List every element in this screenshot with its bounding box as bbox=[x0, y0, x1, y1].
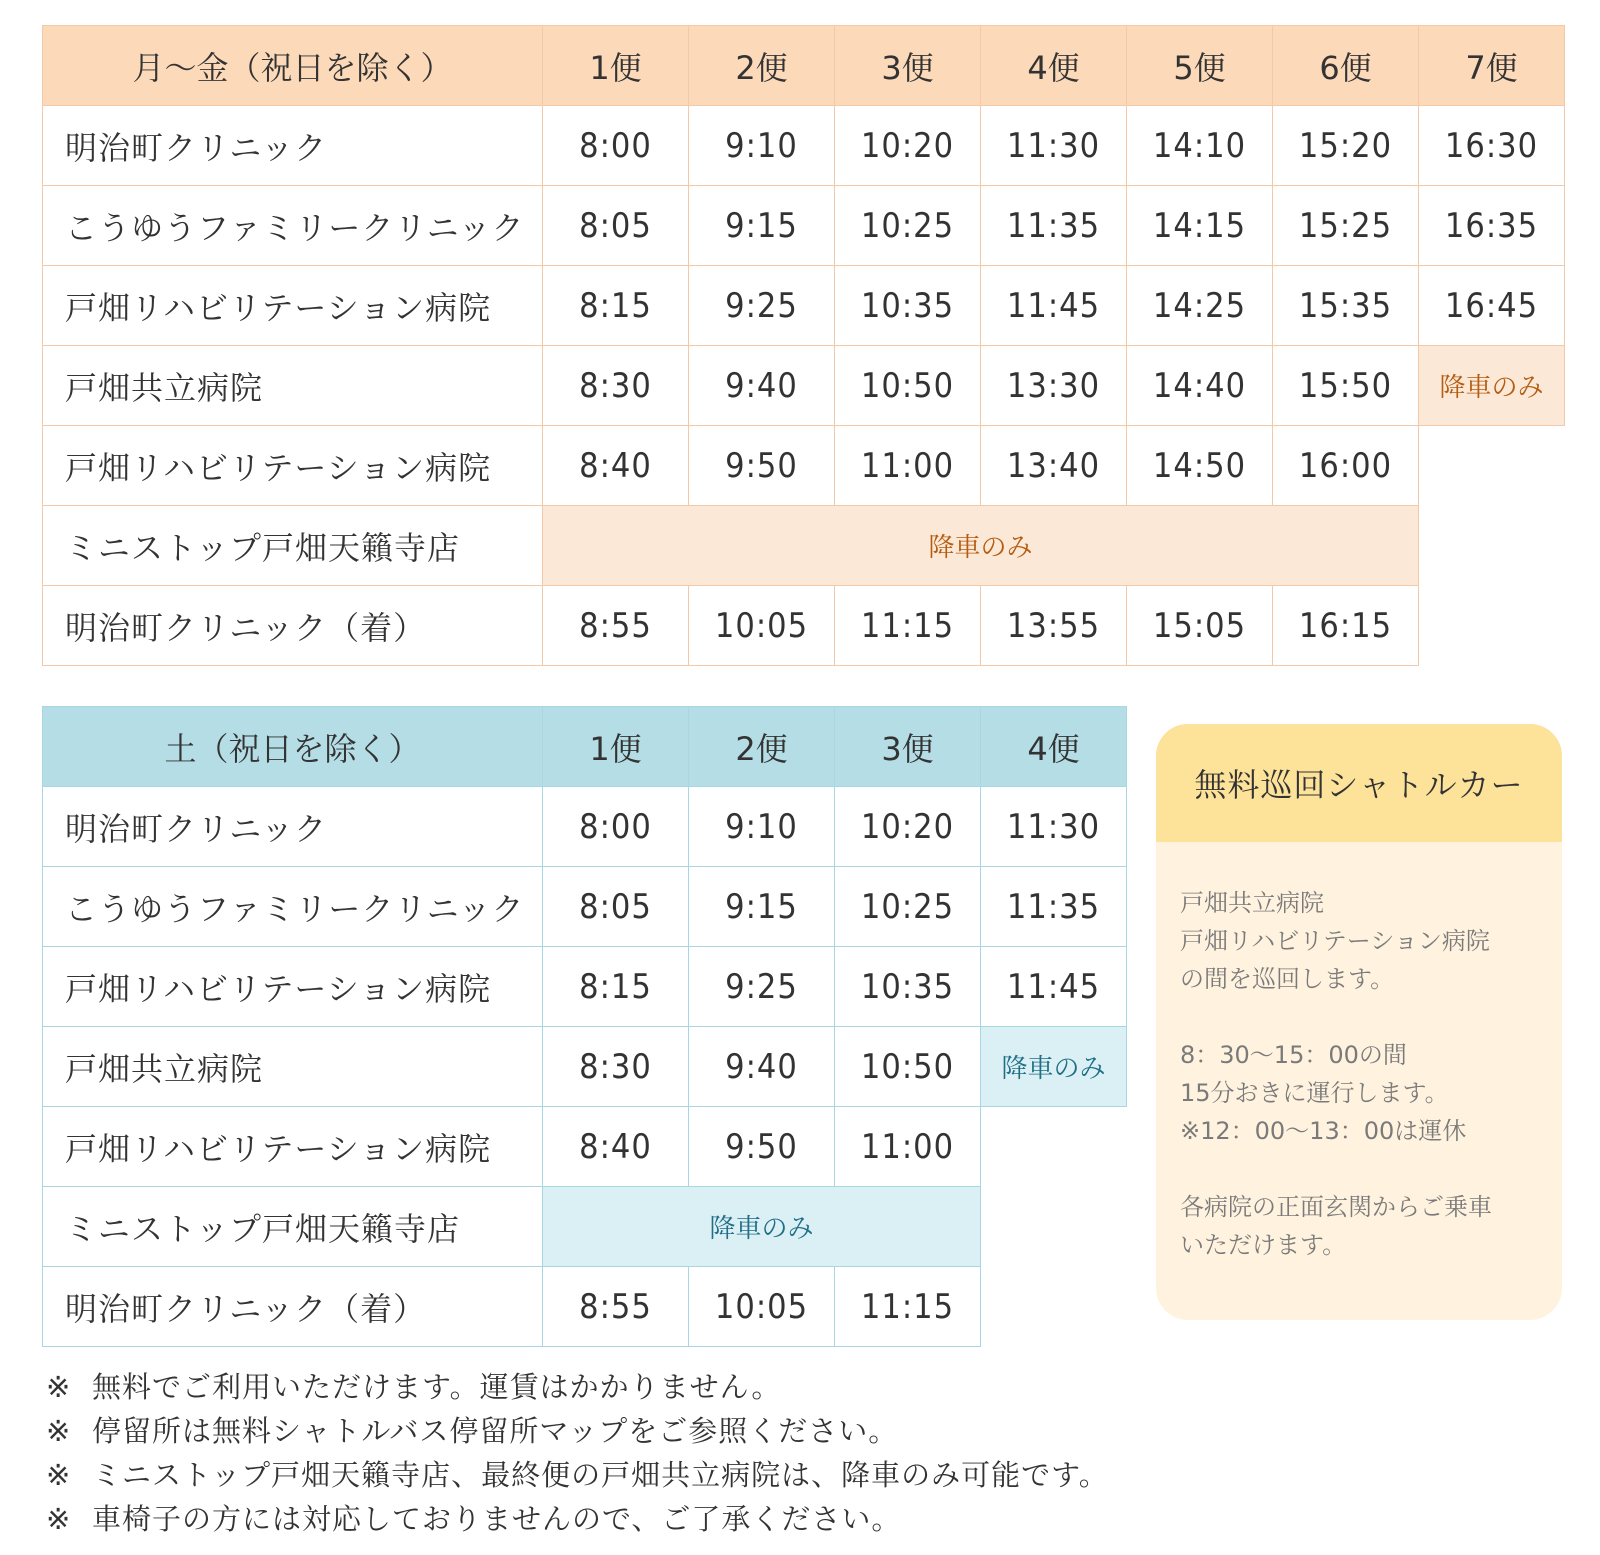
departure-time: 11:45 bbox=[981, 266, 1127, 346]
table-row bbox=[43, 106, 1565, 186]
departure-time: 11:45 bbox=[981, 947, 1127, 1027]
departure-time: 16:35 bbox=[1419, 186, 1565, 266]
stop-name: ミニストップ戸畑天籟寺店 bbox=[43, 506, 543, 586]
run-header: 1便 bbox=[543, 707, 689, 787]
weekday-header-row bbox=[43, 26, 1565, 106]
departure-time: 14:15 bbox=[1127, 186, 1273, 266]
dropoff-only-badge: 降車のみ bbox=[1419, 346, 1565, 426]
dropoff-only-badge: 降車のみ bbox=[981, 1027, 1127, 1107]
departure-time: 14:25 bbox=[1127, 266, 1273, 346]
departure-time: 9:40 bbox=[689, 346, 835, 426]
table-row bbox=[43, 186, 1565, 266]
run-header: 3便 bbox=[835, 26, 981, 106]
run-header: 6便 bbox=[1273, 26, 1419, 106]
dropoff-only-badge: 降車のみ bbox=[543, 1187, 981, 1267]
footnote-text: 無料でご利用いただけます。運賃はかかりません。 bbox=[92, 1370, 782, 1404]
departure-time: 11:35 bbox=[981, 867, 1127, 947]
weekday-timetable bbox=[42, 25, 1565, 666]
departure-time: 10:20 bbox=[835, 106, 981, 186]
table-row bbox=[43, 1107, 1127, 1187]
departure-time: 9:10 bbox=[689, 106, 835, 186]
stop-name: ミニストップ戸畑天籟寺店 bbox=[43, 1187, 543, 1267]
departure-time: 8:15 bbox=[543, 947, 689, 1027]
arrival-time: 11:15 bbox=[835, 586, 981, 666]
stop-name: 戸畑共立病院 bbox=[43, 1027, 543, 1107]
table-row bbox=[43, 506, 1565, 586]
empty-cell bbox=[981, 1187, 1127, 1267]
departure-time: 8:30 bbox=[543, 346, 689, 426]
departure-time: 16:30 bbox=[1419, 106, 1565, 186]
table-row bbox=[43, 787, 1127, 867]
departure-time: 10:35 bbox=[835, 266, 981, 346]
table-row bbox=[43, 346, 1565, 426]
arrival-time: 15:05 bbox=[1127, 586, 1273, 666]
empty-cell bbox=[981, 1267, 1127, 1347]
arrival-time: 10:05 bbox=[689, 586, 835, 666]
stop-name: 戸畑リハビリテーション病院 bbox=[43, 1107, 543, 1187]
run-header: 2便 bbox=[689, 707, 835, 787]
run-header: 7便 bbox=[1419, 26, 1565, 106]
table-row bbox=[43, 867, 1127, 947]
arrival-time: 11:15 bbox=[835, 1267, 981, 1347]
shuttle-boarding-line: いただけます。 bbox=[1180, 1231, 1347, 1259]
shuttle-schedule-text bbox=[1180, 1036, 1538, 1150]
shuttle-route-line: 戸畑リハビリテーション病院 bbox=[1180, 927, 1490, 955]
departure-time: 9:10 bbox=[689, 787, 835, 867]
empty-cell bbox=[1419, 506, 1565, 586]
departure-time: 15:35 bbox=[1273, 266, 1419, 346]
departure-time: 10:50 bbox=[835, 1027, 981, 1107]
departure-time: 9:25 bbox=[689, 947, 835, 1027]
stop-name: 明治町クリニック（着） bbox=[43, 586, 543, 666]
run-header: 4便 bbox=[981, 26, 1127, 106]
shuttle-card-body bbox=[1156, 842, 1562, 1264]
shuttle-boarding-text bbox=[1180, 1188, 1538, 1264]
shuttle-route-line: の間を巡回します。 bbox=[1180, 965, 1395, 993]
departure-time: 15:50 bbox=[1273, 346, 1419, 426]
departure-time: 8:05 bbox=[543, 867, 689, 947]
footnotes bbox=[46, 1365, 1109, 1541]
stop-name: 戸畑共立病院 bbox=[43, 346, 543, 426]
weekday-title: 月〜金（祝日を除く） bbox=[43, 26, 543, 106]
footnote-item bbox=[46, 1409, 1109, 1453]
departure-time: 9:15 bbox=[689, 186, 835, 266]
table-row bbox=[43, 266, 1565, 346]
table-row bbox=[43, 426, 1565, 506]
footnote-item bbox=[46, 1453, 1109, 1497]
stop-name: こうゆうファミリークリニック bbox=[43, 186, 543, 266]
arrival-time: 13:55 bbox=[981, 586, 1127, 666]
reference-mark: ※ bbox=[46, 1370, 72, 1404]
departure-time: 9:40 bbox=[689, 1027, 835, 1107]
empty-cell bbox=[1419, 586, 1565, 666]
stop-name: 戸畑リハビリテーション病院 bbox=[43, 266, 543, 346]
arrival-time: 16:15 bbox=[1273, 586, 1419, 666]
departure-time: 16:45 bbox=[1419, 266, 1565, 346]
shuttle-card-title: 無料巡回シャトルカー bbox=[1156, 724, 1562, 842]
departure-time: 16:00 bbox=[1273, 426, 1419, 506]
saturday-timetable bbox=[42, 706, 1127, 1347]
departure-time: 13:30 bbox=[981, 346, 1127, 426]
departure-time: 11:30 bbox=[981, 106, 1127, 186]
departure-time: 10:25 bbox=[835, 186, 981, 266]
departure-time: 14:50 bbox=[1127, 426, 1273, 506]
departure-time: 13:40 bbox=[981, 426, 1127, 506]
departure-time: 10:50 bbox=[835, 346, 981, 426]
departure-time: 10:35 bbox=[835, 947, 981, 1027]
run-header: 2便 bbox=[689, 26, 835, 106]
empty-cell bbox=[981, 1107, 1127, 1187]
departure-time: 10:20 bbox=[835, 787, 981, 867]
departure-time: 11:30 bbox=[981, 787, 1127, 867]
departure-time: 8:30 bbox=[543, 1027, 689, 1107]
departure-time: 9:50 bbox=[689, 426, 835, 506]
shuttle-schedule-line: ※12：00〜13：00は運休 bbox=[1180, 1117, 1467, 1145]
stop-name: 明治町クリニック bbox=[43, 787, 543, 867]
departure-time: 14:10 bbox=[1127, 106, 1273, 186]
table-row bbox=[43, 586, 1565, 666]
empty-cell bbox=[1419, 426, 1565, 506]
footnote-text: ミニストップ戸畑天籟寺店、最終便の戸畑共立病院は、降車のみ可能です。 bbox=[92, 1458, 1109, 1492]
shuttle-boarding-line: 各病院の正面玄関からご乗車 bbox=[1180, 1193, 1492, 1221]
departure-time: 8:15 bbox=[543, 266, 689, 346]
departure-time: 11:00 bbox=[835, 426, 981, 506]
departure-time: 14:40 bbox=[1127, 346, 1273, 426]
arrival-time: 10:05 bbox=[689, 1267, 835, 1347]
footnote-text: 停留所は無料シャトルバス停留所マップをご参照ください。 bbox=[92, 1414, 899, 1448]
departure-time: 8:40 bbox=[543, 426, 689, 506]
departure-time: 8:05 bbox=[543, 186, 689, 266]
departure-time: 9:25 bbox=[689, 266, 835, 346]
run-header: 4便 bbox=[981, 707, 1127, 787]
departure-time: 10:25 bbox=[835, 867, 981, 947]
reference-mark: ※ bbox=[46, 1458, 72, 1492]
run-header: 5便 bbox=[1127, 26, 1273, 106]
departure-time: 11:35 bbox=[981, 186, 1127, 266]
stop-name: 戸畑リハビリテーション病院 bbox=[43, 947, 543, 1027]
arrival-time: 8:55 bbox=[543, 586, 689, 666]
table-row bbox=[43, 1027, 1127, 1107]
footnote-item bbox=[46, 1365, 1109, 1409]
stop-name: こうゆうファミリークリニック bbox=[43, 867, 543, 947]
departure-time: 8:00 bbox=[543, 787, 689, 867]
reference-mark: ※ bbox=[46, 1502, 72, 1536]
departure-time: 11:00 bbox=[835, 1107, 981, 1187]
stop-name: 明治町クリニック bbox=[43, 106, 543, 186]
departure-time: 15:25 bbox=[1273, 186, 1419, 266]
table-row bbox=[43, 1187, 1127, 1267]
departure-time: 9:50 bbox=[689, 1107, 835, 1187]
departure-time: 9:15 bbox=[689, 867, 835, 947]
shuttle-schedule-line: 15分おきに運行します。 bbox=[1180, 1079, 1449, 1107]
footnote-item bbox=[46, 1497, 1109, 1541]
stop-name: 戸畑リハビリテーション病院 bbox=[43, 426, 543, 506]
dropoff-only-badge: 降車のみ bbox=[543, 506, 1419, 586]
reference-mark: ※ bbox=[46, 1414, 72, 1448]
shuttle-route-text bbox=[1180, 884, 1538, 998]
table-row bbox=[43, 947, 1127, 1027]
shuttle-route-line: 戸畑共立病院 bbox=[1180, 889, 1324, 917]
saturday-header-row bbox=[43, 707, 1127, 787]
shuttle-schedule-line: 8：30〜15：00の間 bbox=[1180, 1041, 1407, 1069]
departure-time: 15:20 bbox=[1273, 106, 1419, 186]
departure-time: 8:00 bbox=[543, 106, 689, 186]
departure-time: 8:40 bbox=[543, 1107, 689, 1187]
table-row bbox=[43, 1267, 1127, 1347]
run-header: 1便 bbox=[543, 26, 689, 106]
run-header: 3便 bbox=[835, 707, 981, 787]
saturday-title: 土（祝日を除く） bbox=[43, 707, 543, 787]
shuttle-info-card bbox=[1156, 724, 1562, 1320]
arrival-time: 8:55 bbox=[543, 1267, 689, 1347]
stop-name: 明治町クリニック（着） bbox=[43, 1267, 543, 1347]
footnote-text: 車椅子の方には対応しておりませんので、ご了承ください。 bbox=[92, 1502, 902, 1536]
